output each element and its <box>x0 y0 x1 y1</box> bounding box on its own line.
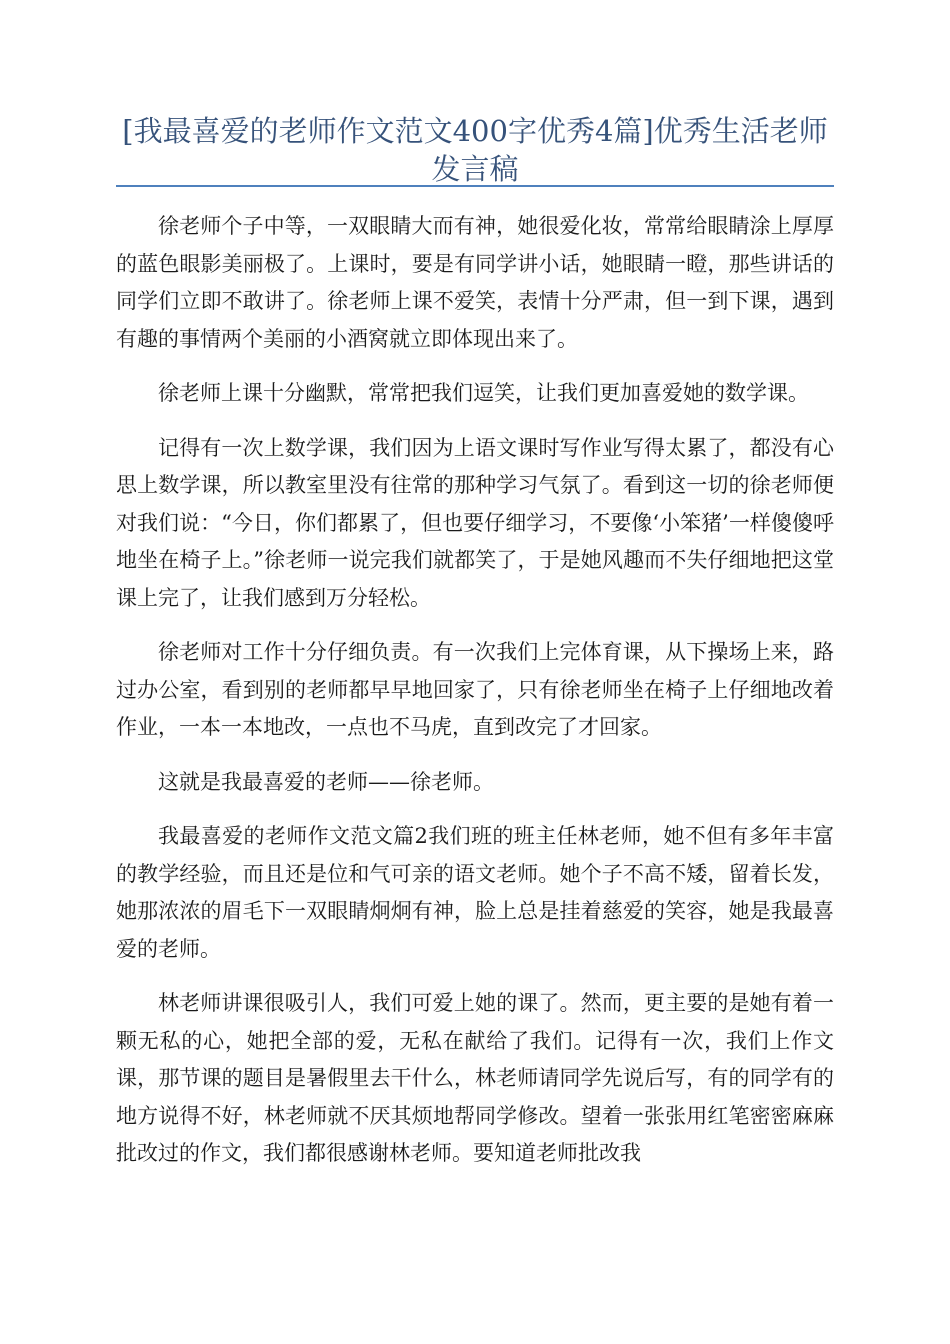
paragraph-3: 记得有一次上数学课，我们因为上语文课时写作业写得太累了，都没有心思上数学课，所以教室里没有往常的那种学习气氛了。看到这一切的徐老师便对我们说：“今日，你们都累了，但也要仔细学习，不要像‘小笨猪’一样傻傻呼地坐在椅子上。”徐老师一说完我们就都笑了，于是她风趣而不失仔细地把这堂课上完了，让我们感到万分轻松。 <box>116 435 834 610</box>
paragraph-2: 徐老师上课十分幽默，常常把我们逗笑，让我们更加喜爱她的数学课。 <box>158 381 809 405</box>
document-title: [我最喜爱的老师作文范文400字优秀4篇]优秀生活老师发言稿 <box>122 114 828 186</box>
paragraph-5: 这就是我最喜爱的老师——徐老师。 <box>158 769 494 794</box>
document-body <box>116 208 834 1190</box>
title-underline <box>116 185 834 187</box>
paragraph-4: 徐老师对工作十分仔细负责。有一次我们上完体育课，从下操场上来，路过办公室，看到别的老师都早早地回家了，只有徐老师坐在椅子上仔细地改着作业，一本一本地改，一点也不马虎，直到改完了才回家。 <box>116 640 834 739</box>
paragraph-7: 林老师讲课很吸引人，我们可爱上她的课了。然而，更主要的是她有着一颗无私的心，她把全部的爱，无私在献给了我们。记得有一次，我们上作文课，那节课的题目是暑假里去干什么，林老师请同学先说后写，有的同学有的地方说得不好，林老师就不厌其烦地帮同学修改。望着一张张用红笔密密麻麻批改过的作文，我们都很感谢林老师。要知道老师批改我 <box>116 991 834 1165</box>
paragraph-6: 我最喜爱的老师作文范文篇2我们班的班主任林老师，她不但有多年丰富的教学经验，而且还是位和气可亲的语文老师。她个子不高不矮，留着长发，她那浓浓的眉毛下一双眼睛炯炯有神，脸上总是挂着慈爱的笑容，她是我最喜爱的老师。 <box>116 824 834 961</box>
title-block <box>116 112 834 188</box>
paragraph-1: 徐老师个子中等，一双眼睛大而有神，她很爱化妆，常常给眼睛涂上厚厚的蓝色眼影美丽极了。上课时，要是有同学讲小话，她眼睛一瞪，那些讲话的同学们立即不敢讲了。徐老师上课不爱笑，表情十分严肃，但一到下课，遇到有趣的事情两个美丽的小酒窝就立即体现出来了。 <box>116 214 834 351</box>
